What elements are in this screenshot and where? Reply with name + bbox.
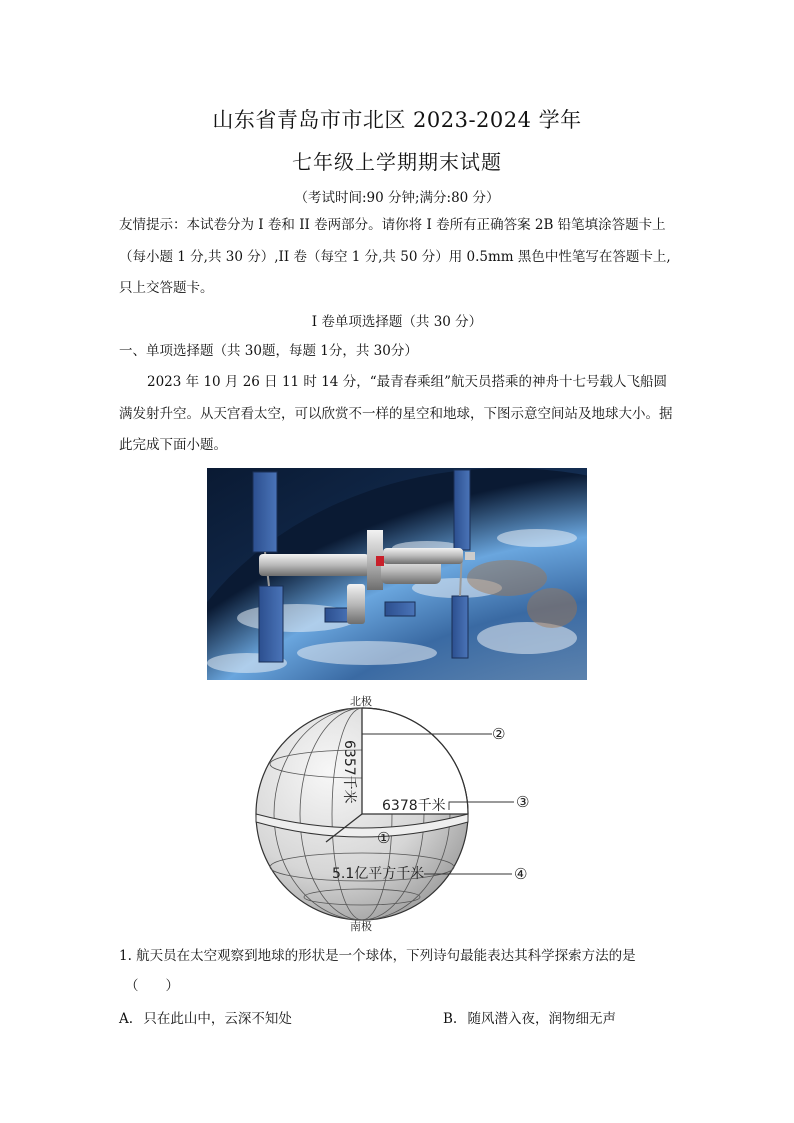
notice-paragraph: 友情提示：本试卷分为 I 卷和 II 卷两部分。请你将 I 卷所有正确答案 2B 铅笔填涂答题卡上（每小题 1 分,共 30 分）,II 卷（每空 1 分,共 50 分）用 0.5mm 黑色中性笔写在答题卡上,只上交答题卡。 <box>119 217 671 296</box>
option-text: 只在此山中，云深不知处 <box>143 1011 292 1027</box>
exam-info: （考试时间:90 分钟;满分:80 分） <box>294 190 500 206</box>
exam-title-line1: 山东省青岛市市北区 2023-2024 学年 <box>212 108 582 132</box>
question-group-heading: 一、单项选择题（共 30题，每题 1分，共 30分） <box>119 343 418 359</box>
exam-title-line2: 七年级上学期期末试题 <box>292 150 502 174</box>
marker-3: ③ <box>516 793 530 811</box>
equator-radius-label: 6378千米 <box>382 798 446 814</box>
option-text: 随风潜入夜，润物细无声 <box>467 1011 617 1027</box>
question-1-option-a[interactable] <box>119 1007 292 1027</box>
marker-1: ① <box>377 829 391 847</box>
option-label: B. <box>443 1011 458 1027</box>
surface-area-label: 5.1亿平方千米 <box>332 866 425 882</box>
question-1-answer-blank: （ ） <box>125 978 179 994</box>
polar-radius-label: 6357千米 <box>341 740 357 804</box>
marker-4: ④ <box>514 865 528 883</box>
earth-size-diagram <box>244 692 544 934</box>
marker-2: ② <box>492 725 506 743</box>
space-station-photo <box>207 468 587 680</box>
north-pole-label: 北极 <box>350 695 372 708</box>
south-pole-label: 南极 <box>350 920 372 933</box>
question-1-stem: 1. 航天员在太空观察到地球的形状是一个球体，下列诗句最能表达其科学探索方法的是 <box>119 948 636 964</box>
option-label: A. <box>119 1011 134 1027</box>
section-title: I 卷单项选择题（共 30 分） <box>311 314 483 330</box>
material-paragraph: 2023 年 10 月 26 日 11 时 14 分，“最青春乘组”航天员搭乘的神舟十七号载人飞船圆满发射升空。从天宫看太空，可以欣赏不一样的星空和地球，下图示意空间站及地球大小。据此完成下面小题。 <box>119 374 673 453</box>
question-1-option-b[interactable] <box>443 1007 616 1027</box>
